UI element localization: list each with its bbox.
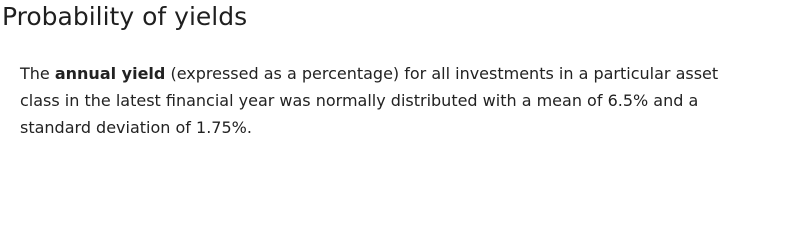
page-title: Probability of yields (2, 2, 248, 31)
line1-suffix: (expressed as a percentage) for all investments in a particular asset (165, 64, 719, 83)
paragraph-line-1 (20, 60, 770, 87)
bold-term-annual-yield: annual yield (54, 64, 166, 83)
paragraph-line-2: class in the latest financial year was normally distributed with a mean of 6.5% and a (20, 91, 699, 110)
line1-prefix: The (20, 64, 55, 83)
problem-paragraph (20, 60, 770, 141)
paragraph-line-3: standard deviation of 1.75%. (20, 118, 252, 137)
